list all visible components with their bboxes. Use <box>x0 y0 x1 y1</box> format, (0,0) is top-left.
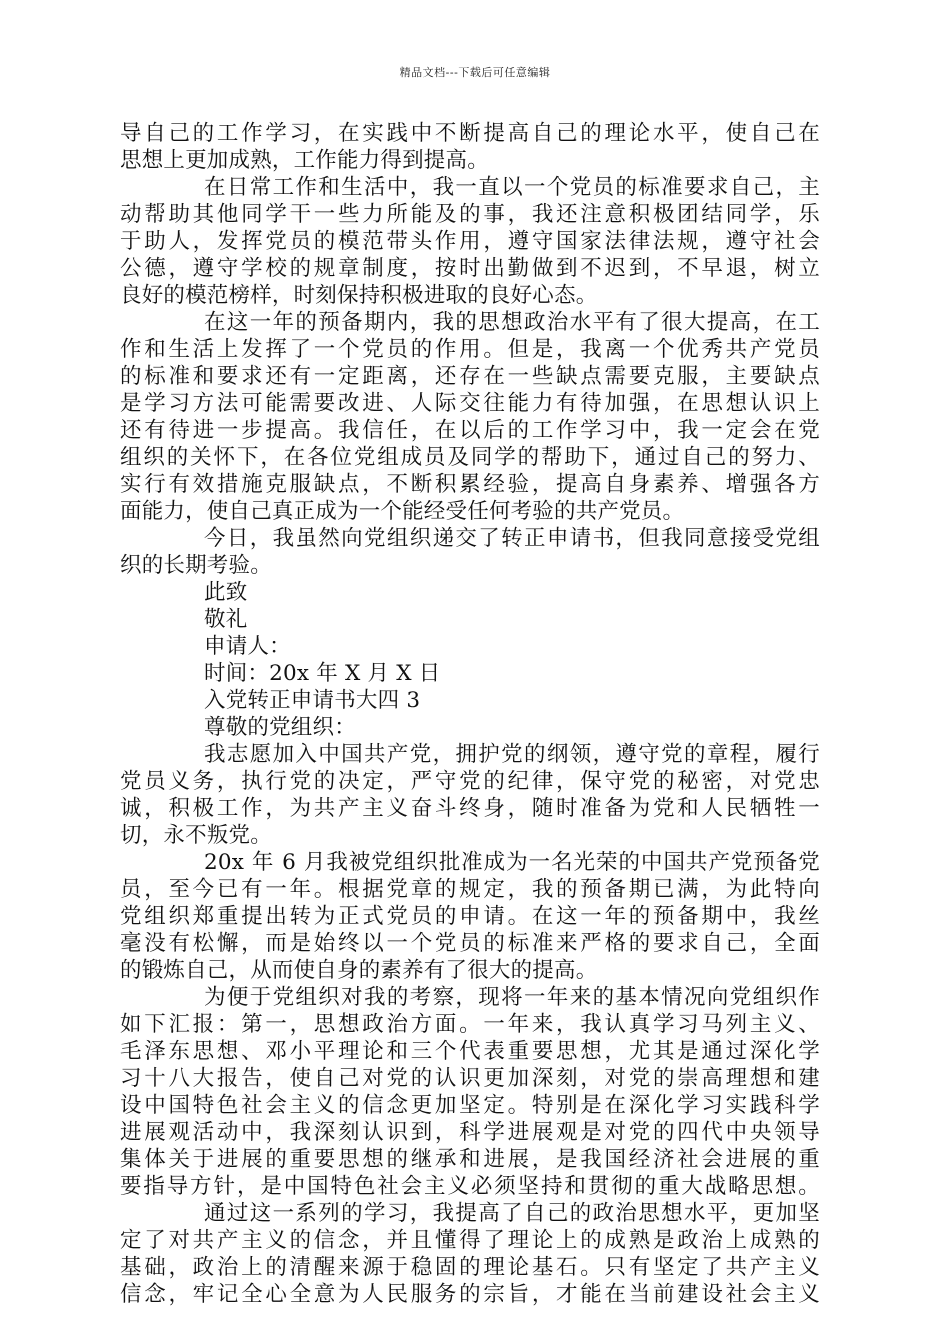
text-line: 诚，积极工作，为共产主义奋斗终身，随时准备为党和人民牺牲一 <box>120 796 820 821</box>
text-line: 思想上更加成熟，工作能力得到提高。 <box>120 148 489 173</box>
text-line: 我志愿加入中国共产党，拥护党的纲领，遵守党的章程，履行 <box>204 742 820 767</box>
text-line: 设中国特色社会主义的信念更加坚定。特别是在深化学习实践科学 <box>120 1093 820 1118</box>
text-line: 动帮助其他同学干一些力所能及的事，我还注意积极团结同学，乐 <box>120 202 820 227</box>
text-line: 织的长期考验。 <box>120 553 272 578</box>
text-line: 今日，我虽然向党组织递交了转正申请书，但我同意接受党组 <box>204 526 820 551</box>
page-header: 精品文档---下载后可任意编辑 <box>399 66 551 79</box>
text-line: 的标准和要求还有一定距离，还存在一些缺点需要克服，主要缺点 <box>120 364 820 389</box>
text-line: 20x 年 6 月我被党组织批准成为一名光荣的中国共产党预备党 <box>204 850 820 875</box>
text-line: 作和生活上发挥了一个党员的作用。但是，我离一个优秀共产党员 <box>120 337 820 362</box>
text-line: 党员义务，执行党的决定，严守党的纪律，保守党的秘密，对党忠 <box>120 769 820 794</box>
text-line: 信念，牢记全心全意为人民服务的宗旨，才能在当前建设社会主义 <box>120 1282 820 1307</box>
text-line: 良好的模范榜样，时刻保持积极进取的良好心态。 <box>120 283 598 308</box>
text-line: 的锻炼自己，从而使自身的素养有了很大的提高。 <box>120 958 598 983</box>
text-line: 尊敬的党组织： <box>204 715 356 740</box>
text-line: 基础，政治上的清醒来源于稳固的理论基石。只有坚定了共产主义 <box>120 1255 820 1280</box>
text-line: 组织的关怀下，在各位党组成员及同学的帮助下，通过自己的努力、 <box>120 445 820 470</box>
text-line: 在日常工作和生活中，我一直以一个党员的标准要求自己，主 <box>204 175 820 200</box>
text-line: 还有待进一步提高。我信任，在以后的工作学习中，我一定会在党 <box>120 418 820 443</box>
text-line: 此致 <box>204 580 248 605</box>
text-line: 进展观活动中，我深刻认识到，科学进展观是对党的四代中央领导 <box>120 1120 820 1145</box>
text-line: 毫没有松懈，而是始终以一个党员的标准来严格的要求自己，全面 <box>120 931 820 956</box>
text-line: 是学习方法可能需要改进、人际交往能力有待加强，在思想认识上 <box>120 391 820 416</box>
text-line: 时间：20x 年 X 月 X 日 <box>204 661 441 686</box>
text-line: 通过这一系列的学习，我提高了自己的政治思想水平，更加坚 <box>204 1201 820 1226</box>
text-line: 员，至今已有一年。根据党章的规定，我的预备期已满，为此特向 <box>120 877 820 902</box>
text-line: 毛泽东思想、邓小平理论和三个代表重要思想，尤其是通过深化学 <box>120 1039 820 1064</box>
text-line: 在这一年的预备期内，我的思想政治水平有了很大提高，在工 <box>204 310 820 335</box>
text-line: 切，永不叛党。 <box>120 823 272 848</box>
text-line: 集体关于进展的重要思想的继承和进展，是我国经济社会进展的重 <box>120 1147 820 1172</box>
text-line: 面能力，使自己真正成为一个能经受任何考验的共产党员。 <box>120 499 685 524</box>
text-line: 要指导方针，是中国特色社会主义必须坚持和贯彻的重大战略思想。 <box>120 1174 820 1199</box>
text-line: 实行有效措施克服缺点，不断积累经验，提高自身素养、增强各方 <box>120 472 820 497</box>
text-line: 入党转正申请书大四 3 <box>204 688 421 713</box>
text-line: 定了对共产主义的信念，并且懂得了理论上的成熟是政治上成熟的 <box>120 1228 820 1253</box>
text-line: 申请人： <box>204 634 291 659</box>
document-body <box>120 120 820 1308</box>
text-line: 习十八大报告，使自己对党的认识更加深刻，对党的崇高理想和建 <box>120 1066 820 1091</box>
text-line: 敬礼 <box>204 607 248 632</box>
text-line: 导自己的工作学习，在实践中不断提高自己的理论水平，使自己在 <box>120 121 820 146</box>
text-line: 如下汇报：第一，思想政治方面。一年来，我认真学习马列主义、 <box>120 1012 820 1037</box>
text-line: 于助人，发挥党员的模范带头作用，遵守国家法律法规，遵守社会 <box>120 229 820 254</box>
text-line: 公德，遵守学校的规章制度，按时出勤做到不迟到，不早退，树立 <box>120 256 820 281</box>
text-line: 党组织郑重提出转为正式党员的申请。在这一年的预备期中，我丝 <box>120 904 820 929</box>
text-line: 为便于党组织对我的考察，现将一年来的基本情况向党组织作 <box>204 985 820 1010</box>
